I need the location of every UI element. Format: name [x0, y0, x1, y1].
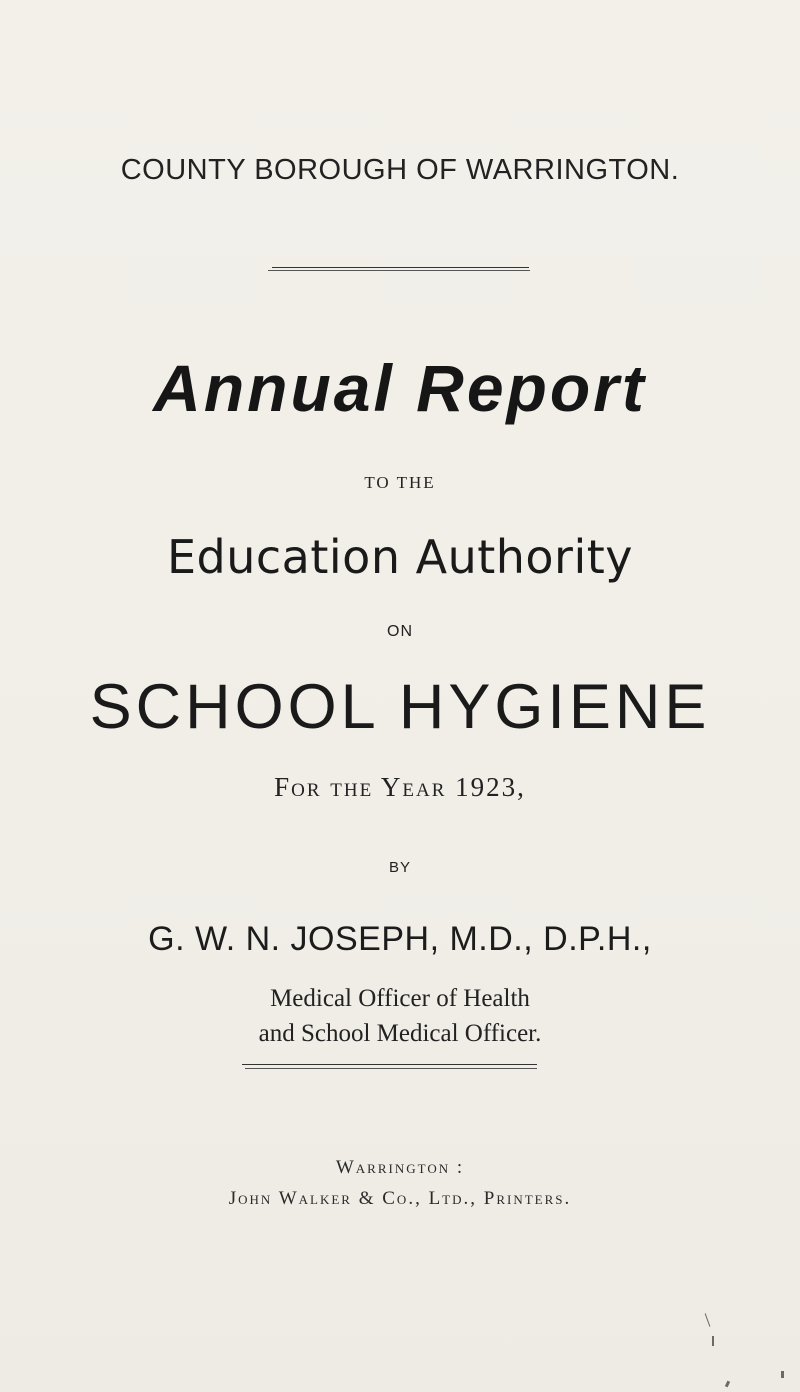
- author-role-line-2: and School Medical Officer.: [258, 1020, 542, 1047]
- imprint-printer: John Walker & Co., Ltd., Printers.: [228, 1188, 572, 1209]
- top-divider-double: [268, 270, 530, 271]
- subject-heading: SCHOOL HYGIENE: [89, 672, 711, 742]
- author-name: G. W. N. JOSEPH, M.D., D.P.H.,: [148, 920, 652, 958]
- on-label: ON: [387, 623, 413, 640]
- imprint-place: Warrington :: [335, 1157, 465, 1178]
- paper-mark: [725, 1381, 730, 1388]
- paper-mark: [705, 1313, 711, 1326]
- bottom-divider-double: [245, 1068, 537, 1069]
- by-label: BY: [388, 859, 411, 876]
- county-heading: COUNTY BOROUGH OF WARRINGTON.: [120, 154, 680, 186]
- paper-mark: [781, 1371, 784, 1378]
- bottom-divider: [242, 1064, 537, 1065]
- year-line: For the Year 1923,: [274, 772, 526, 802]
- top-divider: [272, 267, 529, 268]
- author-role-line-1: Medical Officer of Health: [270, 985, 530, 1012]
- authority-heading: Education Authority: [166, 530, 634, 584]
- report-title: Annual Report: [153, 351, 647, 425]
- to-the-label: TO THE: [364, 473, 436, 492]
- paper-mark: [712, 1336, 714, 1346]
